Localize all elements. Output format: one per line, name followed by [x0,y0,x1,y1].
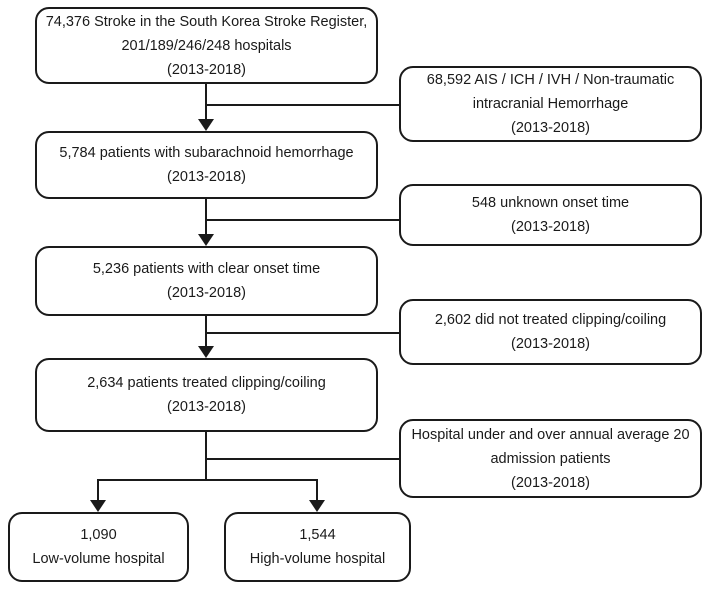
branch-to-excluded-other-stroke [206,104,399,106]
box-text-line: 201/189/246/248 hospitals [121,37,292,54]
branch-to-excluded-unknown-onset [206,219,399,221]
box-text-line: High-volume hospital [249,551,386,567]
box-stroke-register [35,7,378,84]
down-arrowhead-icon [309,500,325,512]
box-text-line: 2,602 did not treated clipping/coiling [434,312,667,328]
box-clear-onset-time [35,246,378,316]
box-text-line: Hospital under and over annual average 20 [411,426,690,443]
box-text-line: (2013-2018) [511,120,590,136]
down-arrowhead-icon [198,234,214,246]
box-text-line: (2013-2018) [167,285,246,301]
box-subarachnoid-hemorrhage [35,131,378,199]
box-text-line: 68,592 AIS / ICH / IVH / Non-traumatic [426,72,675,88]
box-low-volume-hospital [8,512,189,582]
box-high-volume-hospital [224,512,411,582]
branch-to-volume-split-rule [206,458,399,460]
branch-to-excluded-no-treatment [206,332,399,334]
connector-split-to-high-volume [316,479,318,502]
box-text-line: admission patients [490,450,611,467]
down-arrowhead-icon [198,119,214,131]
box-treated-clipping-coiling [35,358,378,432]
box-excluded-no-treatment [399,299,702,365]
box-text-line: 5,236 patients with clear onset time [92,261,321,277]
connector-split-to-low-volume [97,479,99,502]
box-text-line: 1,090 [80,527,117,543]
box-text-line: (2013-2018) [511,219,590,235]
box-text-line: (2013-2018) [167,169,246,185]
connector-sah-to-clear-onset [205,198,207,236]
box-text-line: (2013-2018) [511,474,590,491]
box-text-line: intracranial Hemorrhage [472,96,629,112]
box-text-line: 74,376 Stroke in the South Korea Stroke Register, [45,13,368,30]
connector-register-to-sah [205,83,207,121]
connector-treated-to-split [205,431,207,481]
box-text-line: (2013-2018) [511,336,590,352]
box-text-line: 2,634 patients treated clipping/coiling [87,375,326,391]
box-text-line: (2013-2018) [167,399,246,415]
box-text-line: 5,784 patients with subarachnoid hemorrhage [59,145,354,161]
box-text-line: 548 unknown onset time [471,195,630,211]
box-text-line: Low-volume hospital [32,551,165,567]
box-excluded-other-stroke [399,66,702,142]
box-text-line: 1,544 [299,527,336,543]
box-text-line: (2013-2018) [167,61,246,78]
box-volume-split-rule [399,419,702,498]
down-arrowhead-icon [198,346,214,358]
down-arrowhead-icon [90,500,106,512]
split-crossbar [97,479,318,481]
box-excluded-unknown-onset [399,184,702,246]
